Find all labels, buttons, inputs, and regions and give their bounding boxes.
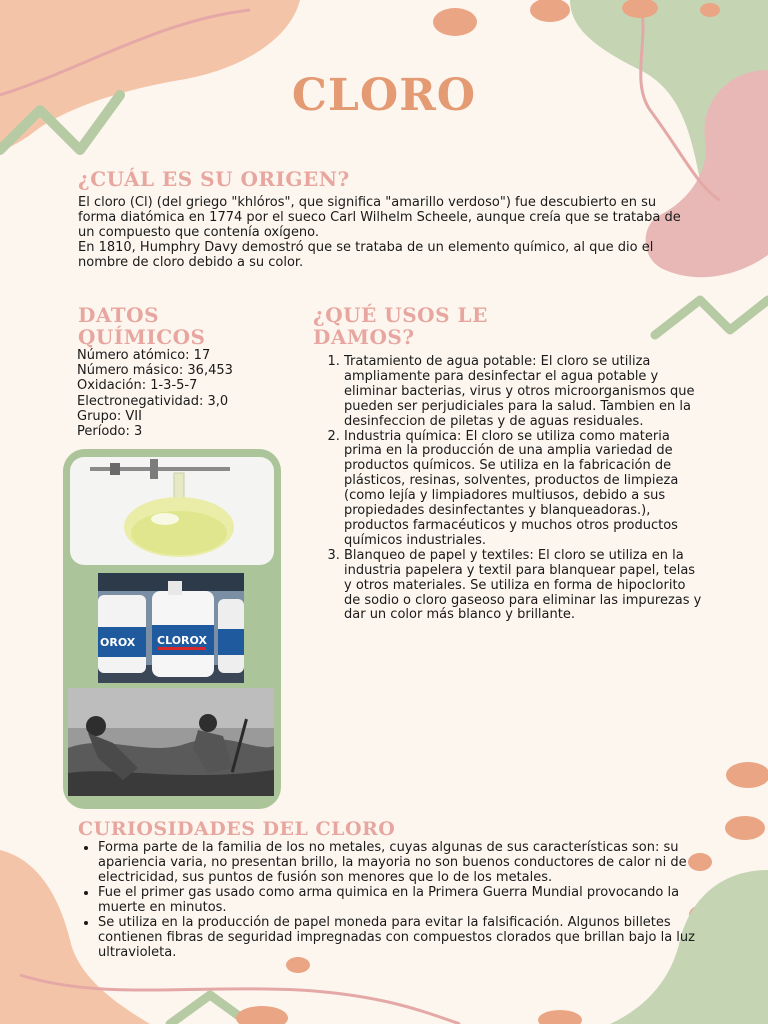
curiosidad-item: • Forma parte de la familia de los no metales, cuyas algunas de sus características son: su apariencia varia, no presentan brillo, la mayoria no son buenos conductores de calor ni de electricidad, sus puntos de fusión son menores que lo de los metales. <box>98 840 706 885</box>
datos-item: Electronegatividad: 3,0 <box>77 393 229 409</box>
usos-heading-line-1: ¿QUÉ USOS LE <box>313 303 488 327</box>
orange-dot <box>700 3 720 17</box>
origin-heading: ¿CUÁL ES SU ORIGEN? <box>78 167 350 191</box>
orange-dot <box>725 816 765 840</box>
clorox-bottles-photo <box>98 573 244 683</box>
origin-paragraph-2: En 1810, Humphry Davy demostró que se trataba de un elemento químico, al que dio el nombre de cloro debido a su color. <box>78 240 654 270</box>
orange-dot <box>726 762 768 788</box>
clorox-label-partial: OROX <box>100 636 136 649</box>
orange-dot <box>236 1006 288 1024</box>
datos-list <box>77 348 307 439</box>
datos-heading-line-2: QUÍMICOS <box>78 325 206 349</box>
origin-paragraph-1: El cloro (Cl) (del griego "khlóros", que significa "amarillo verdoso") fue descubierto en su forma diatómica en 1774 por el sueco Carl Wilhelm Scheele, aunque creía que se trataba de un compuesto que contenía oxígeno. <box>78 195 681 240</box>
datos-item: Grupo: VII <box>77 408 142 424</box>
green-zigzag-right <box>655 300 768 335</box>
clorox-label: CLOROX <box>157 634 207 647</box>
usos-item: 3. Blanqueo de papel y textiles: El cloro se utiliza en la industria papelera y textil para blanquear papel, telas y otros materiales. Se utiliza en forma de hipoclorito de sodio o cloro gaseoso para eliminar las impurezas y dar un color más blanco y brillante. <box>344 549 704 624</box>
page-title: CLORO <box>291 70 477 121</box>
datos-heading-line-1: DATOS <box>78 303 160 327</box>
curiosidad-item: • Fue el primer gas usado como arma quimica en la Primera Guerra Mundial provocando la muerte en minutos. <box>98 885 706 915</box>
orange-dot <box>433 8 477 36</box>
orange-dot <box>538 1010 582 1024</box>
curiosidades-heading: CURIOSIDADES DEL CLORO <box>78 818 396 840</box>
orange-dot <box>530 0 570 22</box>
curiosidades-list <box>78 840 706 960</box>
usos-heading <box>313 304 488 348</box>
datos-item: Oxidación: 1-3-5-7 <box>77 378 198 394</box>
chlorine-flask-photo <box>70 457 274 565</box>
usos-item: 1. Tratamiento de agua potable: El cloro se utiliza ampliamente para desinfectar el agua potable y eliminar bacterias, virus y otros microorganismos que pueden ser perjudiciales para la salud. Tambien en la desinfeccion de piletas y de aguas residuales. <box>344 355 704 430</box>
usos-item: 2. Industria química: El cloro se utiliza como materia prima en la producción de una amplia variedad de productos químicos. Se utiliza en la fabricación de plásticos, resinas, solventes, productos de limpieza (como lejía y limpiadores multiusos, debido a sus propiedades desinfectantes y blanqueadoras.), productos farmacéuticos y muchos otros productos químicos industriales. <box>344 430 704 549</box>
usos-heading-line-2: DAMOS? <box>313 325 415 349</box>
datos-item: Número atómico: 17 <box>77 348 211 363</box>
datos-heading <box>78 304 206 348</box>
wwi-gas-mask-photo <box>68 688 274 796</box>
datos-item: Número másico: 36,453 <box>77 363 233 379</box>
usos-list <box>322 355 704 623</box>
origin-text <box>78 195 698 270</box>
curiosidad-item: • Se utiliza en la producción de papel moneda para evitar la falsificación. Algunos billetes contienen fibras de seguridad impregnadas con compuestos clorados que brillan bajo la luz ultravioleta. <box>98 915 706 960</box>
datos-item: Período: 3 <box>77 424 143 440</box>
